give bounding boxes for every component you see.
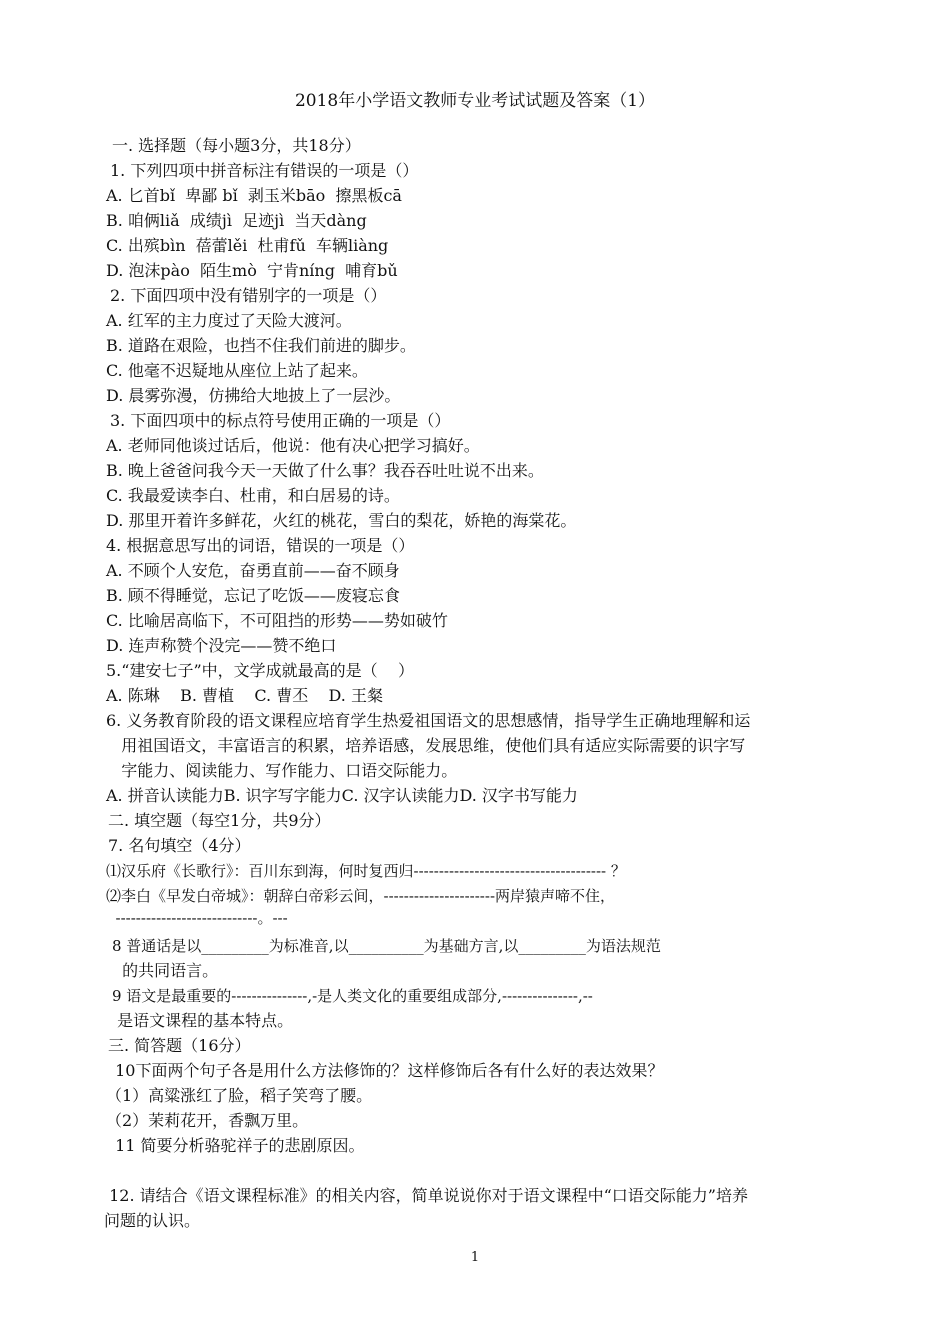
question-line: 11 简要分析骆驼祥子的悲剧原因。 (110, 1136, 365, 1155)
question-line: 6. 义务教育阶段的语文课程应培育学生热爱祖国语文的思想感情，指导学生正确地理解和运 (106, 711, 751, 730)
option-line: D. 那里开着许多鲜花，火红的桃花，雪白的梨花，娇艳的海棠花。 (106, 511, 577, 530)
question-line: 4. 根据意思写出的词语，错误的一项是（） (106, 536, 415, 555)
question-line: 9 语文是最重要的---------------,-是人类文化的重要组成部分,---------------,-- (112, 987, 593, 1005)
option-line: A. 拼音认读能力B. 识字写字能力C. 汉字认读能力D. 汉字书写能力 (106, 786, 578, 805)
option-line: A. 匕首bǐ 卑鄙 bǐ 剥玉米bāo 擦黑板cā (106, 186, 402, 205)
option-line: B. 咱俩liǎ 成绩jì 足迹jì 当天dàng (106, 211, 367, 230)
question-line: 1. 下列四项中拼音标注有错误的一项是（） (110, 161, 419, 180)
question-line: 12. 请结合《语文课程标准》的相关内容，简单说说你对于语文课程中“口语交际能力”培养 (104, 1186, 748, 1205)
section-heading-fill: 二. 填空题（每空1分，共9分） (108, 811, 331, 830)
fill-line: ----------------------------。--- (106, 909, 288, 927)
option-line: A. 陈琳 B. 曹植 C. 曹丕 D. 王粲 (106, 686, 383, 705)
section-heading-short-answer: 三. 简答题（16分） (108, 1036, 251, 1055)
question-line: 用祖国语文，丰富语言的积累，培养语感，发展思维，使他们具有适应实际需要的识字写 (106, 736, 746, 755)
option-line: C. 我最爱读李白、杜甫，和白居易的诗。 (106, 486, 400, 505)
option-line: A. 不顾个人安危，奋勇直前——奋不顾身 (106, 561, 400, 580)
option-line: C. 他毫不迟疑地从座位上站了起来。 (106, 361, 368, 380)
question-line: 3. 下面四项中的标点符号使用正确的一项是（） (110, 411, 451, 430)
question-line: 7. 名句填空（4分） (108, 836, 251, 855)
option-line: D. 泡沫pào 陌生mò 宁肯níng 哺育bǔ (106, 261, 398, 280)
fill-line: ⑵李白《早发白帝城》：朝辞白帝彩云间，----------------------两岸猿声啼不住， (106, 887, 616, 905)
option-line: D. 晨雾弥漫，仿拂给大地披上了一层沙。 (106, 386, 401, 405)
fill-line: ⑴汉乐府《长歌行》：百川东到海，何时复西归-------------------------------------- ？ (106, 862, 626, 880)
sentence-line: （1）高粱涨红了脸，稻子笑弯了腰。 (106, 1086, 373, 1105)
option-line: C. 比喻居高临下，不可阻挡的形势——势如破竹 (106, 611, 448, 630)
question-line: 5.“建安七子”中，文学成就最高的是（ ） (106, 661, 414, 680)
question-line: 的共同语言。 (112, 961, 219, 980)
section-heading-choice: 一. 选择题（每小题3分，共18分） (112, 136, 361, 155)
option-line: B. 顾不得睡觉，忘记了吃饭——废寝忘食 (106, 586, 400, 605)
question-line: 字能力、阅读能力、写作能力、口语交际能力。 (106, 761, 458, 780)
option-line: A. 老师同他谈过话后，他说：他有决心把学习搞好。 (106, 436, 480, 455)
question-line: 8 普通话是以_________为标准音,以__________为基础方言,以_________为语法规范 (112, 937, 661, 955)
question-line: 问题的认识。 (104, 1211, 201, 1230)
question-line: 10下面两个句子各是用什么方法修饰的？这样修饰后各有什么好的表达效果？ (110, 1061, 664, 1080)
page-number: 1 (470, 1250, 480, 1265)
option-line: D. 连声称赞个没完——赞不绝口 (106, 636, 337, 655)
question-line: 2. 下面四项中没有错别字的一项是（） (110, 286, 387, 305)
sentence-line: （2）茉莉花开，香飘万里。 (106, 1111, 309, 1130)
question-line: 是语文课程的基本特点。 (112, 1011, 294, 1030)
option-line: B. 晚上爸爸问我今天一天做了什么事？我吞吞吐吐说不出来。 (106, 461, 544, 480)
option-line: B. 道路在艰险，也挡不住我们前进的脚步。 (106, 336, 416, 355)
option-line: A. 红军的主力度过了天险大渡河。 (106, 311, 352, 330)
option-line: C. 出殡bìn 蓓蕾lěi 杜甫fǔ 车辆liàng (106, 236, 389, 255)
page-title: 2018年小学语文教师专业考试试题及答案（1） (294, 91, 656, 111)
